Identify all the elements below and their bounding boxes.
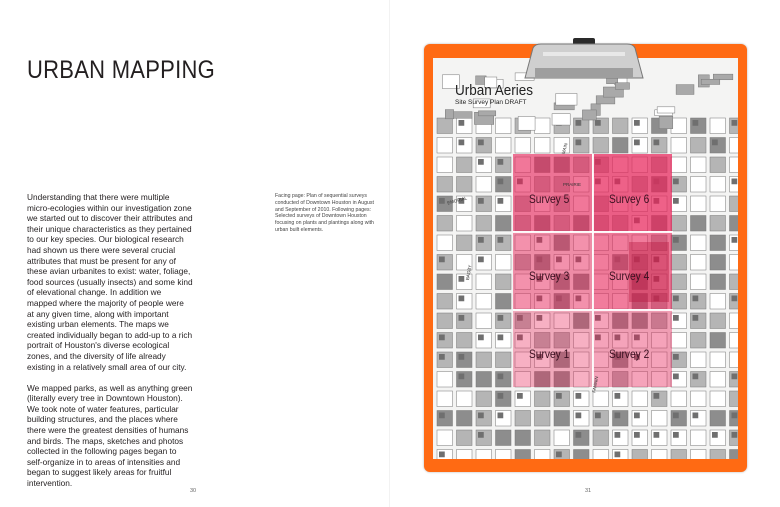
street-label-bagby: BAGBY: [464, 264, 473, 281]
map-block: [730, 274, 739, 290]
map-block: [437, 372, 453, 388]
map-block: [659, 116, 673, 128]
map-block: [593, 430, 609, 446]
map-block: [496, 138, 512, 154]
map-block: [437, 235, 453, 251]
map-block: [574, 450, 590, 460]
survey-6-label: Survey 6: [609, 192, 650, 206]
survey-divider: [592, 154, 594, 388]
map-block: [552, 114, 570, 125]
map-block: [515, 430, 531, 446]
map-building: [459, 120, 465, 126]
survey-2-label: Survey 2: [609, 347, 650, 361]
map-building: [439, 452, 445, 458]
map-block: [730, 450, 739, 460]
map-block: [476, 274, 492, 290]
map-building: [693, 296, 699, 302]
street-label-prairie: PRAIRIE: [563, 182, 582, 187]
map-building: [595, 413, 601, 419]
map-block: [710, 255, 726, 271]
map-block: [515, 450, 531, 460]
map-block: [457, 235, 473, 251]
map-building: [693, 315, 699, 321]
map-building: [732, 374, 738, 380]
map-block: [457, 430, 473, 446]
map-block: [437, 430, 453, 446]
map-block: [593, 450, 609, 460]
city-map: [433, 58, 738, 459]
map-building: [439, 335, 445, 341]
map-building: [654, 393, 660, 399]
map-block: [730, 196, 739, 212]
map-block: [671, 450, 687, 460]
map-block: [710, 235, 726, 251]
map-building: [556, 452, 562, 458]
map-block: [496, 294, 512, 310]
map-title: Urban Aeries: [455, 82, 534, 99]
map-block: [691, 255, 707, 271]
map-building: [634, 140, 640, 146]
map-block: [691, 196, 707, 212]
map-building: [634, 413, 640, 419]
map-block: [437, 177, 453, 193]
map-building: [459, 315, 465, 321]
map-block: [535, 138, 551, 154]
map-building: [673, 179, 679, 185]
map-building: [693, 120, 699, 126]
map-block: [671, 255, 687, 271]
map-building: [615, 432, 621, 438]
map-block: [613, 118, 629, 134]
map-block: [671, 391, 687, 407]
map-building: [673, 354, 679, 360]
street-label-emorial: EMORIAL: [446, 195, 468, 206]
map-building: [439, 354, 445, 360]
map-block: [691, 333, 707, 349]
map-building: [498, 413, 504, 419]
survey-4-label: Survey 4: [609, 269, 650, 283]
map-building: [478, 159, 484, 165]
map-block: [671, 118, 687, 134]
figure-caption: Facing page: Plan of sequential surveys conducted of Downtown Houston in August and September of 2010. Following pages: Selected surveys of Downtown Houston focusing on plants and plantings along with urban built elements.: [275, 193, 374, 233]
map-block: [615, 83, 629, 90]
map-building: [654, 140, 660, 146]
map-block: [457, 411, 473, 427]
survey-3-label: Survey 3: [529, 269, 570, 283]
map-block: [457, 157, 473, 173]
map-block: [730, 216, 739, 232]
map-building: [459, 140, 465, 146]
map-block: [632, 391, 648, 407]
map-block: [710, 313, 726, 329]
map-building: [478, 237, 484, 243]
map-block: [710, 352, 726, 368]
map-building: [576, 432, 582, 438]
map-building: [439, 257, 445, 263]
map-building: [576, 120, 582, 126]
map-block: [710, 333, 726, 349]
map-block: [476, 294, 492, 310]
map-block: [478, 111, 495, 116]
map-block: [691, 216, 707, 232]
map-building: [498, 237, 504, 243]
map-block: [730, 255, 739, 271]
map-block: [476, 216, 492, 232]
map-block: [556, 93, 577, 105]
map-building: [615, 452, 621, 458]
map-block: [710, 391, 726, 407]
map-block: [671, 157, 687, 173]
map-block: [691, 177, 707, 193]
map-block: [496, 274, 512, 290]
map-block: [437, 274, 453, 290]
body-paragraph-1: Understanding that there were multiple micro-ecologies within our investigation zone we started out to discover their attributes and their unique characteristics as they pertained to our key species. Our biological research had shown us there were several crucial attributes that must be present for any of these avian urbanites to exist: water, foliage, food sources (usually insects) and some kind of elevational change. In addition we mapped where the majority of people were at any given time, along with important existing urban elements. The maps we created individually began to add-up to a rich portrait of Houston's diverse ecological zones, and the diversity of life already existing in a relatively small area of our city.: [27, 192, 193, 372]
map-block: [437, 294, 453, 310]
map-building: [439, 198, 445, 204]
map-block: [476, 450, 492, 460]
map-block: [515, 138, 531, 154]
body-text: [27, 192, 193, 499]
street-label-main: MAIN: [560, 142, 569, 155]
map-building: [615, 413, 621, 419]
map-block: [710, 450, 726, 460]
map-block: [691, 450, 707, 460]
map-building: [732, 432, 738, 438]
map-block: [457, 216, 473, 232]
map-subtitle: Site Survey Plan DRAFT: [455, 99, 527, 106]
map-block: [730, 391, 739, 407]
map-block: [710, 411, 726, 427]
map-block: [730, 352, 739, 368]
survey-5-label: Survey 5: [529, 192, 570, 206]
map-block: [476, 391, 492, 407]
map-block: [730, 333, 739, 349]
map-block: [710, 372, 726, 388]
map-building: [693, 413, 699, 419]
map-building: [732, 120, 738, 126]
map-block: [671, 216, 687, 232]
map-building: [459, 276, 465, 282]
map-building: [673, 198, 679, 204]
map-block: [691, 391, 707, 407]
map-building: [693, 374, 699, 380]
map-block: [496, 430, 512, 446]
map-block: [457, 333, 473, 349]
map-building: [732, 296, 738, 302]
map-block: [671, 138, 687, 154]
map-building: [576, 140, 582, 146]
map-block: [515, 411, 531, 427]
map-block: [713, 74, 733, 80]
map-building: [556, 393, 562, 399]
map-building: [498, 393, 504, 399]
map-building: [498, 335, 504, 341]
map-building: [498, 179, 504, 185]
street-label-fannin: FANNIN: [591, 375, 600, 394]
map-block: [476, 352, 492, 368]
map-block: [496, 255, 512, 271]
map-building: [634, 120, 640, 126]
map-block: [691, 430, 707, 446]
map-block: [476, 313, 492, 329]
map-block: [701, 79, 720, 84]
map-block: [437, 138, 453, 154]
map-block: [652, 450, 668, 460]
map-block: [476, 372, 492, 388]
clipboard-clip: [515, 38, 653, 80]
survey-divider: [513, 309, 673, 311]
map-block: [593, 138, 609, 154]
map-building: [498, 315, 504, 321]
map-block: [457, 391, 473, 407]
map-block: [582, 110, 596, 120]
map-building: [459, 374, 465, 380]
map-block: [437, 118, 453, 134]
map-block: [535, 411, 551, 427]
map-building: [673, 432, 679, 438]
map-block: [593, 391, 609, 407]
map-building: [478, 198, 484, 204]
map-building: [673, 315, 679, 321]
map-block: [445, 110, 453, 119]
map-building: [478, 432, 484, 438]
map-building: [478, 257, 484, 263]
page-number-right: 31: [585, 488, 592, 494]
map-block: [476, 177, 492, 193]
map-block: [457, 450, 473, 460]
map-building: [712, 432, 718, 438]
map-block: [437, 157, 453, 173]
map-block: [710, 118, 726, 134]
map-block: [691, 235, 707, 251]
map-building: [673, 237, 679, 243]
map-block: [535, 450, 551, 460]
map-block: [671, 333, 687, 349]
map-block: [535, 430, 551, 446]
map-block: [730, 138, 739, 154]
map-block: [535, 118, 551, 134]
map-building: [498, 159, 504, 165]
map-block: [710, 196, 726, 212]
map-building: [712, 140, 718, 146]
map-block: [730, 313, 739, 329]
page-number-left: 30: [190, 488, 197, 494]
map-block: [691, 274, 707, 290]
map-block: [613, 138, 629, 154]
map-block: [657, 107, 675, 113]
map-building: [673, 296, 679, 302]
map-building: [732, 237, 738, 243]
map-building: [459, 354, 465, 360]
page-title: URBAN MAPPING: [27, 56, 216, 84]
map-block: [671, 274, 687, 290]
map-block: [710, 216, 726, 232]
map-building: [498, 374, 504, 380]
map-block: [496, 118, 512, 134]
map-block: [710, 274, 726, 290]
map-block: [710, 177, 726, 193]
map-block: [437, 313, 453, 329]
map-block: [691, 138, 707, 154]
map-building: [517, 393, 523, 399]
map-building: [478, 335, 484, 341]
map-block: [730, 157, 739, 173]
map-building: [478, 413, 484, 419]
map-building: [732, 179, 738, 185]
map-block: [496, 450, 512, 460]
map-block: [518, 117, 535, 131]
survey-map-sheet: [433, 58, 738, 459]
map-block: [691, 157, 707, 173]
map-block: [554, 430, 570, 446]
survey-1-label: Survey 1: [529, 347, 570, 361]
body-paragraph-2: We mapped parks, as well as anything green (literally every tree in Downtown Houston). We took note of water features, particular building structures, and the places where there were the greatest densities of humans and birds. The maps, sketches and photos collected in the following pages began to self-organize in to areas of intensities and began to suggest likely areas for fruitful intervention.: [27, 382, 193, 489]
map-block: [691, 352, 707, 368]
map-block: [437, 391, 453, 407]
map-block: [710, 294, 726, 310]
map-building: [673, 374, 679, 380]
map-building: [732, 413, 738, 419]
map-building: [498, 198, 504, 204]
map-block: [535, 391, 551, 407]
map-block: [496, 216, 512, 232]
map-building: [595, 120, 601, 126]
map-building: [634, 432, 640, 438]
map-block: [676, 85, 694, 95]
map-building: [615, 393, 621, 399]
map-block: [652, 411, 668, 427]
map-building: [576, 413, 582, 419]
map-building: [478, 140, 484, 146]
survey-divider: [513, 231, 673, 233]
map-block: [632, 450, 648, 460]
map-block: [554, 411, 570, 427]
map-block: [710, 157, 726, 173]
map-building: [439, 413, 445, 419]
map-building: [654, 432, 660, 438]
map-building: [576, 393, 582, 399]
map-building: [673, 413, 679, 419]
map-building: [459, 296, 465, 302]
map-block: [457, 177, 473, 193]
map-block: [437, 216, 453, 232]
map-block: [496, 352, 512, 368]
